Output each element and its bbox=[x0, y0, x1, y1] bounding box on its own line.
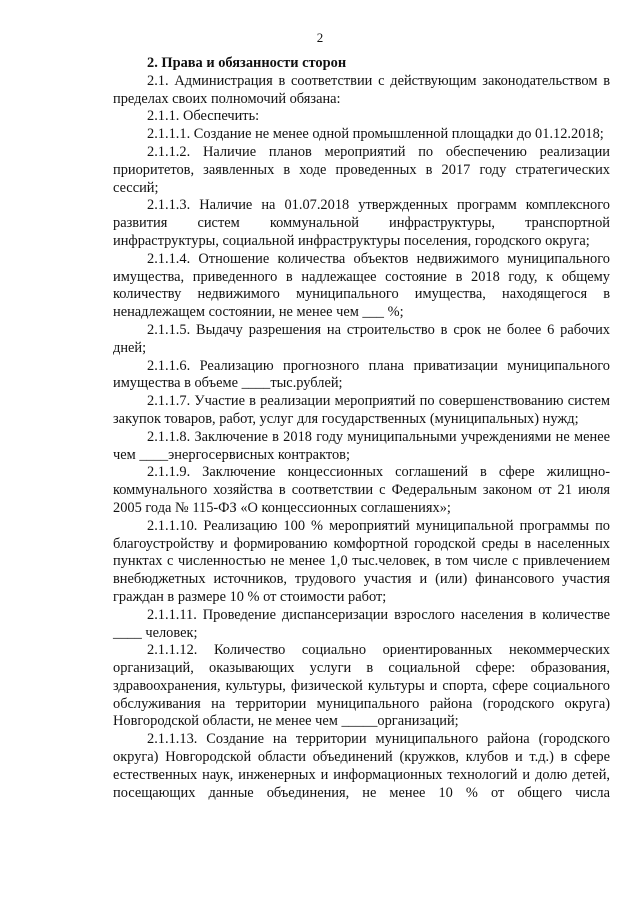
paragraph-2-1-1-6: 2.1.1.6. Реализацию прогнозного плана приватизации муниципального имущества в объеме ____тыс.рублей; bbox=[113, 357, 610, 392]
page-number: 2 bbox=[316, 30, 324, 45]
document-body bbox=[113, 55, 610, 802]
paragraph-2-1-1-9: 2.1.1.9. Заключение концессионных соглашений в сфере жилищно-коммунального хозяйства в соответствии с Федеральным законом от 21 июля 2005 года № 115-ФЗ «О концессионных соглашениях»; bbox=[113, 464, 610, 516]
section-heading: 2. Права и обязанности сторон bbox=[147, 55, 347, 71]
paragraph-2-1-1-12: 2.1.1.12. Количество социально ориентированных некоммерческих организаций, оказывающих услуги в социальной сфере: образования, здравоохранения, культуры, физической культуры и спорта, сфере социального обслуживания на территории муниципального района (городского округа) Новгородской области, не менее чем _____организаций; bbox=[113, 642, 610, 730]
paragraph-2-1-1-11: 2.1.1.11. Проведение диспансеризации взрослого населения в количестве ____ человек; bbox=[113, 606, 610, 641]
paragraph-2-1-1-4: 2.1.1.4. Отношение количества объектов недвижимого муниципального имущества, приведенного в надлежащее состояние в 2018 году, к общему количеству недвижимого муниципального имущества, находящегося в ненадлежащем состоянии, не менее чем ___ %; bbox=[113, 250, 610, 321]
paragraph-2-1-1-2: 2.1.1.2. Наличие планов мероприятий по обеспечению реализации приоритетов, заявленных в ходе проведенных в 2017 году стратегических сессий; bbox=[113, 143, 610, 196]
paragraph-2-1-1-5: 2.1.1.5. Выдачу разрешения на строительство в срок не более 6 рабочих дней; bbox=[113, 321, 610, 356]
paragraph-2-1-1-8: 2.1.1.8. Заключение в 2018 году муниципальными учреждениями не менее чем ____энергосервисных контрактов; bbox=[113, 428, 610, 463]
paragraph-2-1-1-3: 2.1.1.3. Наличие на 01.07.2018 утвержденных программ комплексного развития систем коммунальной инфраструктуры, транспортной инфраструктуры, социальной инфраструктуры поселения, городского округа; bbox=[113, 197, 610, 249]
paragraph-2-1-1-1: 2.1.1.1. Создание не менее одной промышленной площадки до 01.12.2018; bbox=[147, 126, 604, 143]
paragraph-2-1-1: 2.1.1. Обеспечить: bbox=[147, 108, 260, 125]
paragraph-2-1-1-10: 2.1.1.10. Реализацию 100 % мероприятий муниципальной программы по благоустройству и формированию комфортной городской среды в населенных пунктах с численностью не менее 1,0 тыс.человек, в том числе с привлечением внебюджетных источников, трудового участия и (или) финансового участия граждан в размере 10 % от стоимости работ; bbox=[113, 517, 610, 605]
paragraph-2-1-1-7: 2.1.1.7. Участие в реализации мероприятий по совершенствованию систем закупок товаров, работ, услуг для государственных (муниципальных) нужд; bbox=[113, 393, 610, 427]
paragraph-2-1: 2.1. Администрация в соответствии с действующим законодательством в пределах своих полномочий обязана: bbox=[113, 72, 610, 107]
paragraph-2-1-1-13: 2.1.1.13. Создание на территории муниципального района (городского округа) Новгородской области объединений (кружков, клубов и т.д.) в сфере естественных наук, инженерных и информационных технологий и долю детей, посещающих данные объединения, не менее 10 % от общего числа bbox=[113, 731, 610, 801]
